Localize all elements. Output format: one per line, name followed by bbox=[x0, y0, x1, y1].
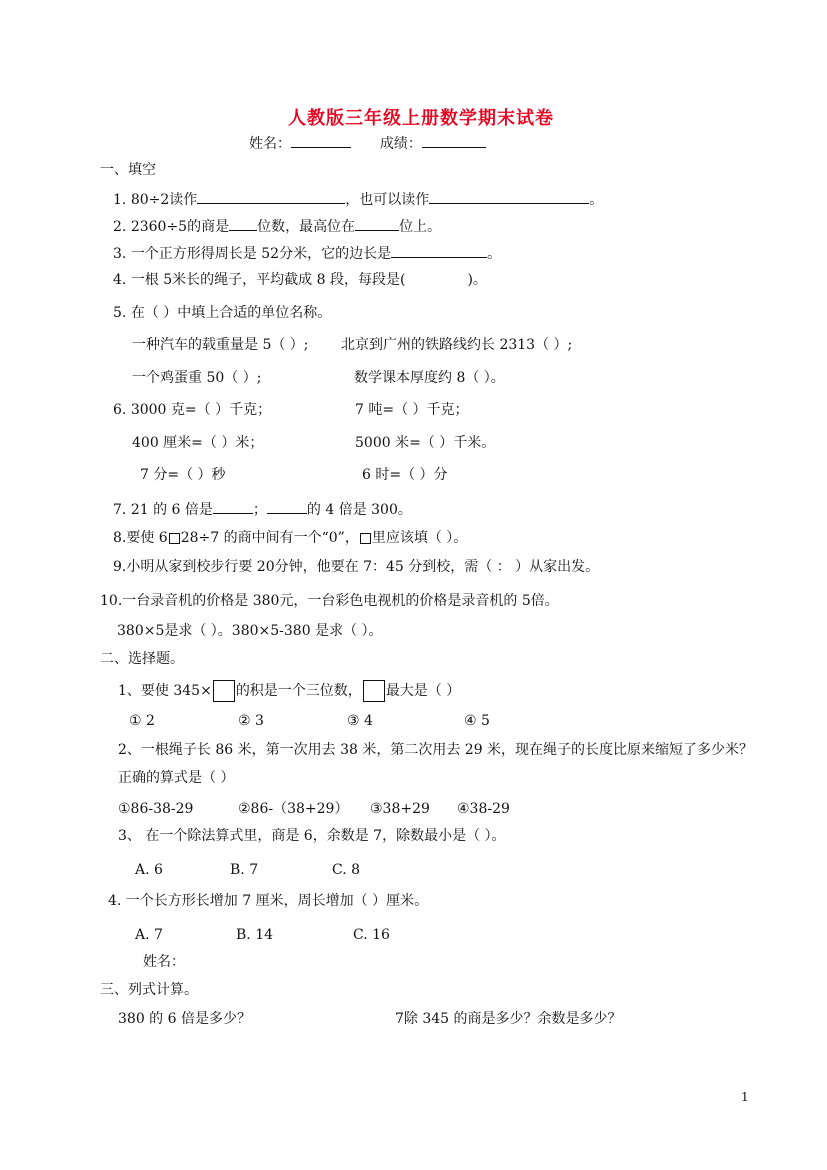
option[interactable]: C. 8 bbox=[332, 862, 361, 878]
question-3-2: 7除 345 的商是多少？余数是多少？ bbox=[395, 1011, 622, 1027]
blank-square-icon bbox=[360, 533, 371, 544]
question-1-5-row2a: 一个鸡蛋重 50（ ）; bbox=[132, 370, 262, 386]
option[interactable]: ①86-38-29 bbox=[118, 801, 194, 817]
score-label: 成绩： bbox=[379, 136, 422, 152]
blank-square-icon bbox=[169, 533, 180, 544]
question-2-3: 3、 在一个除法算式里，商是 6，余数是 7，除数最小是（ ）。 bbox=[118, 828, 506, 844]
question-1-10: 10.一台录音机的价格是 380元，一台彩色电视机的价格是录音机的 5倍。 bbox=[100, 593, 559, 609]
question-1-4: 4. 一根 5米长的绳子，平均截成 8 段，每段是( )。 bbox=[113, 272, 487, 288]
option[interactable]: ④ 5 bbox=[464, 713, 490, 729]
option[interactable]: B. 14 bbox=[236, 927, 274, 943]
section3-heading: 三、列式计算。 bbox=[100, 982, 198, 998]
question-1-6-row1b: 7 吨=（ ）千克； bbox=[355, 402, 469, 418]
question-1-9: 9.小明从家到校步行要 20分钟，他要在 7：45 分到校，需（ ： ）从家出发。 bbox=[113, 559, 600, 575]
name-label-2: 姓名： bbox=[143, 954, 185, 970]
option[interactable]: ① 2 bbox=[129, 713, 155, 729]
option[interactable]: ② 3 bbox=[238, 713, 264, 729]
name-label: 姓名： bbox=[249, 136, 291, 152]
name-blank[interactable] bbox=[291, 133, 351, 148]
question-1-5-row2b: 数学课本厚度约 8（ ）。 bbox=[354, 370, 505, 386]
question-1-8: 8.要使 6 28÷7 的商中间有一个“0”， 里应该填（ ）。 bbox=[113, 530, 468, 546]
answer-blank[interactable] bbox=[355, 216, 399, 231]
question-1-6-row2b: 5000 米=（ ）千米。 bbox=[355, 435, 496, 451]
question-1-1: 1. 80÷2读作 ，也可以读作 。 bbox=[113, 189, 603, 209]
option[interactable]: ③ 4 bbox=[347, 713, 373, 729]
answer-blank[interactable] bbox=[267, 499, 307, 514]
option[interactable]: ③38+29 bbox=[370, 801, 430, 817]
blank-square-icon bbox=[363, 680, 385, 702]
option[interactable]: B. 7 bbox=[230, 862, 259, 878]
score-blank[interactable] bbox=[422, 133, 486, 148]
question-1-2: 2. 2360÷5的商是 位数，最高位在 位上。 bbox=[113, 216, 441, 236]
option[interactable]: A. 7 bbox=[135, 927, 163, 943]
question-1-6-row3a: 7 分=（ ）秒 bbox=[140, 467, 226, 483]
question-1-6-row2a: 400 厘米=（ ）米； bbox=[132, 435, 264, 451]
question-1-6-row3b: 6 时=（ ）分 bbox=[362, 467, 448, 483]
question-1-3: 3. 一个正方形得周长是 52分米，它的边长是 。 bbox=[113, 243, 501, 263]
section2-heading: 二、选择题。 bbox=[100, 651, 184, 667]
answer-blank[interactable] bbox=[229, 216, 257, 231]
option[interactable]: ④38-29 bbox=[457, 801, 510, 817]
answer-blank[interactable] bbox=[391, 243, 487, 258]
question-1-10-row2: 380×5是求（ ）。380×5-380 是求（ ）。 bbox=[117, 623, 383, 639]
page-number: 1 bbox=[741, 1090, 749, 1104]
answer-blank[interactable] bbox=[197, 189, 345, 204]
question-1-5-row1b: 北京到广州的铁路线约长 2313（ ）; bbox=[341, 337, 573, 353]
question-3-1: 380 的 6 倍是多少？ bbox=[118, 1011, 251, 1027]
blank-square-icon bbox=[213, 680, 235, 702]
option[interactable]: ②86-（38+29） bbox=[238, 801, 349, 817]
question-2-1: 1、要使 345× 的积是一个三位数， 最大是（ ） bbox=[118, 680, 460, 702]
question-2-2: 2、一根绳子长 86 米，第一次用去 38 米，第二次用去 29 米，现在绳子的长度比原来缩短了多少米？ bbox=[118, 742, 754, 758]
option[interactable]: C. 16 bbox=[353, 927, 390, 943]
question-1-7: 7. 21 的 6 倍是 ； 的 4 倍是 300。 bbox=[113, 499, 412, 519]
section1-heading: 一、填空 bbox=[100, 162, 156, 178]
question-1-5: 5. 在（ ）中填上合适的单位名称。 bbox=[113, 305, 332, 321]
answer-blank[interactable] bbox=[213, 499, 253, 514]
option[interactable]: A. 6 bbox=[135, 862, 163, 878]
name-field bbox=[249, 133, 486, 153]
question-1-5-row1a: 一种汽车的载重量是 5（ ）; bbox=[132, 337, 309, 353]
answer-blank[interactable] bbox=[429, 189, 589, 204]
question-2-4: 4. 一个长方形长增加 7 厘米，周长增加（ ）厘米。 bbox=[108, 893, 429, 909]
page-title: 人教版三年级上册数学期末试卷 bbox=[288, 108, 554, 129]
question-2-2-prompt: 正确的算式是（ ） bbox=[118, 770, 235, 786]
question-1-6: 6. 3000 克=（ ）千克； bbox=[113, 402, 272, 418]
